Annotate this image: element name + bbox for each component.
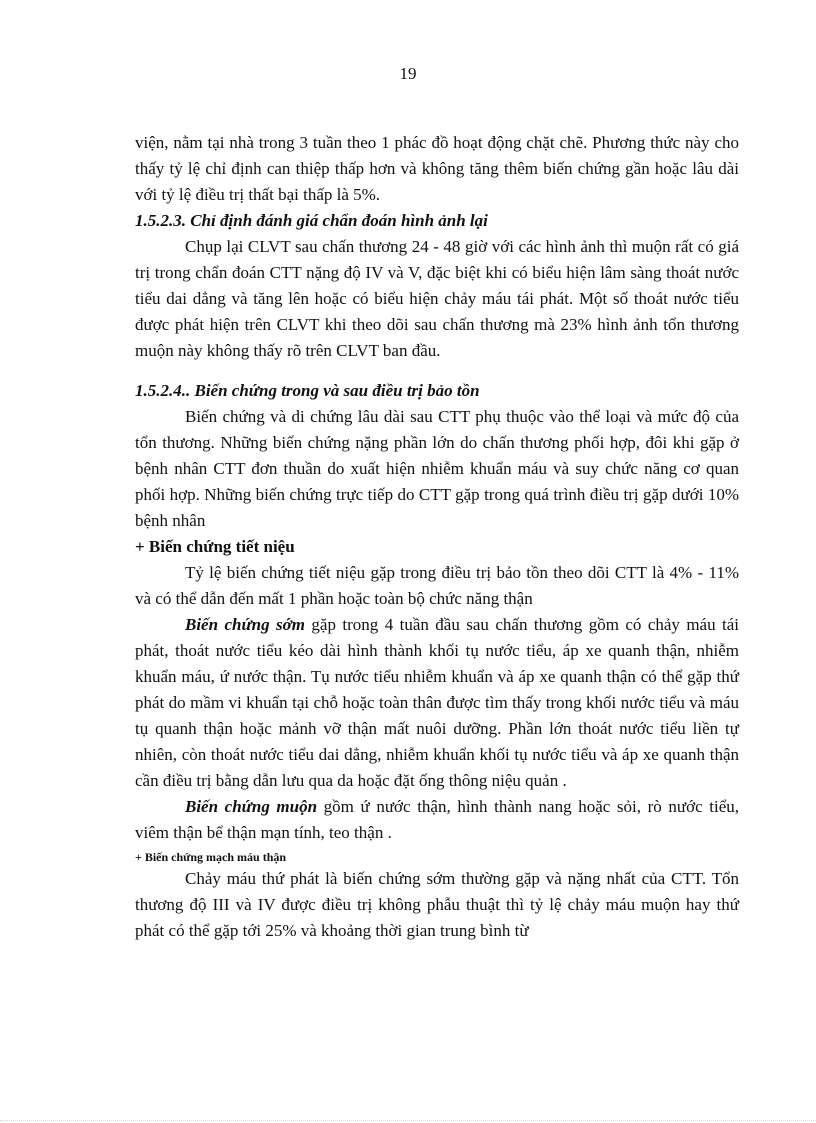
section-heading-1-5-2-3: 1.5.2.3. Chỉ định đánh giá chẩn đoán hình ảnh lại: [135, 211, 488, 230]
document-body: [135, 130, 739, 944]
page-bottom-border: [0, 1119, 816, 1121]
paragraph-continuation: viện, nằm tại nhà trong 3 tuần theo 1 phác đồ hoạt động chặt chẽ. Phương thức này cho thấy tỷ lệ chỉ định can thiệp thấp hơn và không tăng thêm biến chứng gần hoặc lâu dài với tỷ lệ điều trị thất bại thấp là 5%.: [135, 133, 739, 204]
paragraph-secondary-bleeding: Chảy máu thứ phát là biến chứng sớm thường gặp và nặng nhất của CTT. Tổn thương độ III và IV được điều trị không phẫu thuật thì tỷ lệ chảy máu muộn hay thứ phát có thể gặp tới 25% và khoảng thời gian trung bình từ: [135, 869, 739, 940]
paragraph-early-complications: [135, 612, 739, 794]
paragraph-reimaging: Chụp lại CLVT sau chấn thương 24 - 48 giờ với các hình ảnh thì muộn rất có giá trị trong chẩn đoán CTT nặng độ IV và V, đặc biệt khi có biểu hiện lâm sàng thoát nước tiểu dai dẳng và tăng lên hoặc có biểu hiện chảy máu tái phát. Một số thoát nước tiểu được phát hiện trên CLVT khi theo dõi sau chấn thương mà 23% hình ảnh tổn thương muộn này không thấy rõ trên CLVT ban đầu.: [135, 237, 739, 360]
subheading-urinary-complications: + Biến chứng tiết niệu: [135, 537, 295, 556]
paragraph-urinary-rate: Tỷ lệ biến chứng tiết niệu gặp trong điều trị bảo tồn theo dõi CTT là 4% - 11% và có thể dẫn đến mất 1 phần hoặc toàn bộ chức năng thận: [135, 563, 739, 608]
section-heading-1-5-2-4: 1.5.2.4.. Biến chứng trong và sau điều trị bảo tồn: [135, 381, 480, 400]
section-spacer: [135, 364, 739, 378]
early-complications-text: gặp trong 4 tuần đầu sau chấn thương gồm có chảy máu tái phát, thoát nước tiểu kéo dài hình thành khối tụ nước tiểu, áp xe quanh thận, nhiễm khuẩn máu, ứ nước thận. Tụ nước tiểu nhiễm khuẩn và áp xe quanh thận có thể gặp thứ phát do mầm vi khuẩn tại chỗ hoặc toàn thân được tìm thấy trong khối nước tiểu và máu tụ quanh thận hoặc mảnh vỡ thận mất nuôi dưỡng. Phần lớn thoát nước tiểu liền tự nhiên, còn thoát nước tiểu dai dẳng, nhiễm khuẩn khối tụ nước tiểu và áp xe quanh thận cần điều trị bằng dẫn lưu qua da hoặc đặt ống thông niệu quản .: [135, 615, 740, 790]
paragraph-complications-intro: Biến chứng và di chứng lâu dài sau CTT phụ thuộc vào thể loại và mức độ của tổn thương. Những biến chứng nặng phần lớn do chấn thương phối hợp, đôi khi gặp ở bệnh nhân CTT đơn thuần do xuất hiện nhiễm khuẩn máu và suy chức năng cơ quan phối hợp. Những biến chứng trực tiếp do CTT gặp trong quá trình điều trị gặp dưới 10% bệnh nhân: [135, 407, 739, 530]
late-complications-lead: Biến chứng muộn: [185, 797, 318, 816]
paragraph-late-complications: [135, 794, 739, 846]
late-complications-text: gồm ứ nước thận, hình thành nang hoặc sỏi, rò nước tiểu, viêm thận bể thận mạn tính, teo thận .: [135, 797, 739, 842]
subheading-vascular-complications: + Biến chứng mạch máu thận: [135, 850, 287, 864]
early-complications-lead: Biến chứng sớm: [185, 615, 306, 634]
page-number: 19: [399, 64, 417, 83]
